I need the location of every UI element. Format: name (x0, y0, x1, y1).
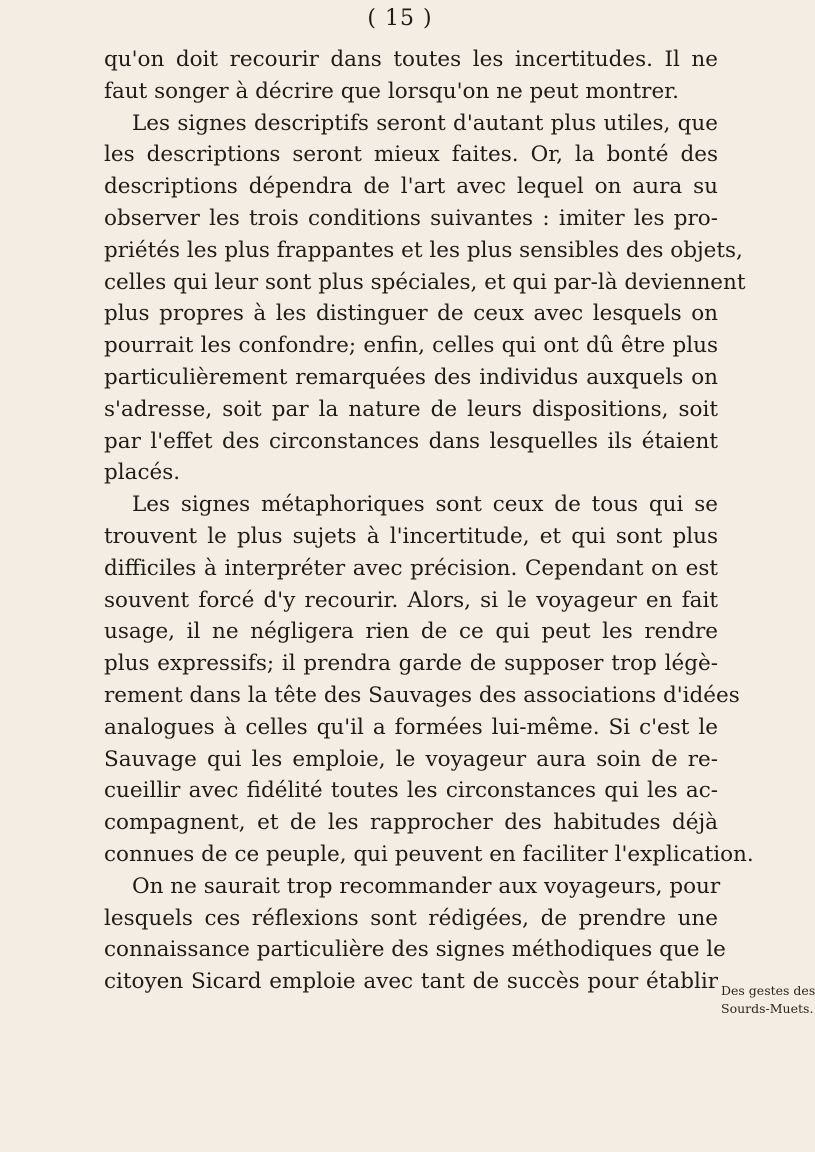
text-line: Sauvage qui les emploie, le voyageur aura soin de re- (104, 746, 718, 772)
margin-note-line: Des gestes des (721, 983, 815, 998)
text-line: plus expressifs; il prendra garde de supposer trop légè- (104, 651, 718, 677)
text-line: souvent forcé d'y recourir. Alors, si le voyageur en fait (104, 587, 718, 613)
text-line: rement dans la tête des Sauvages des associations d'idées (104, 682, 740, 708)
text-line: lesquels ces réflexions sont rédigées, de prendre une (104, 905, 718, 931)
margin-note (721, 982, 815, 1018)
text-line: Les signes métaphoriques sont ceux de tous qui se (132, 492, 718, 518)
text-line: citoyen Sicard emploie avec tant de succès pour établir (104, 969, 718, 995)
page-number: ( 15 ) (367, 6, 433, 31)
margin-note-line: Sourds-Muets. (721, 1001, 814, 1016)
text-line: faut songer à décrire que lorsqu'on ne peut montrer. (104, 78, 679, 104)
text-line: particulièrement remarquées des individus auxquels on (104, 364, 718, 390)
text-line: analogues à celles qu'il a formées lui-même. Si c'est le (104, 714, 718, 740)
text-line: priétés les plus frappantes et les plus sensibles des objets, (104, 237, 743, 263)
text-line: plus propres à les distinguer de ceux avec lesquels on (104, 301, 718, 327)
text-line: cueillir avec fidélité toutes les circonstances qui les ac- (104, 778, 718, 804)
text-line: descriptions dépendra de l'art avec lequel on aura su (104, 174, 718, 200)
text-line: connaissance particulière des signes méthodiques que le (104, 937, 726, 963)
text-line: trouvent le plus sujets à l'incertitude, et qui sont plus (104, 523, 718, 549)
text-line: les descriptions seront mieux faites. Or, la bonté des (104, 142, 718, 168)
text-line: par l'effet des circonstances dans lesquelles ils étaient (104, 428, 718, 454)
text-line: Les signes descriptifs seront d'autant plus utiles, que (132, 110, 718, 136)
text-line: observer les trois conditions suivantes : imiter les pro- (104, 205, 718, 231)
text-line: compagnent, et de les rapprocher des habitudes déjà (104, 810, 718, 836)
text-line: pourrait les confondre; enfin, celles qui ont dû être plus (104, 333, 718, 359)
text-line: On ne saurait trop recommander aux voyageurs, pour (132, 873, 721, 899)
text-line: s'adresse, soit par la nature de leurs dispositions, soit (104, 396, 718, 422)
body-text (104, 44, 754, 998)
text-line: celles qui leur sont plus spéciales, et qui par-là deviennent (104, 269, 746, 295)
text-line: difficiles à interpréter avec précision. Cependant on est (104, 555, 718, 581)
text-line: connues de ce peuple, qui peuvent en faciliter l'explication. (104, 841, 754, 867)
text-line: qu'on doit recourir dans toutes les incertitudes. Il ne (104, 47, 718, 72)
text-line: placés. (104, 460, 181, 486)
text-line: usage, il ne négligera rien de ce qui peut les rendre (104, 619, 718, 645)
